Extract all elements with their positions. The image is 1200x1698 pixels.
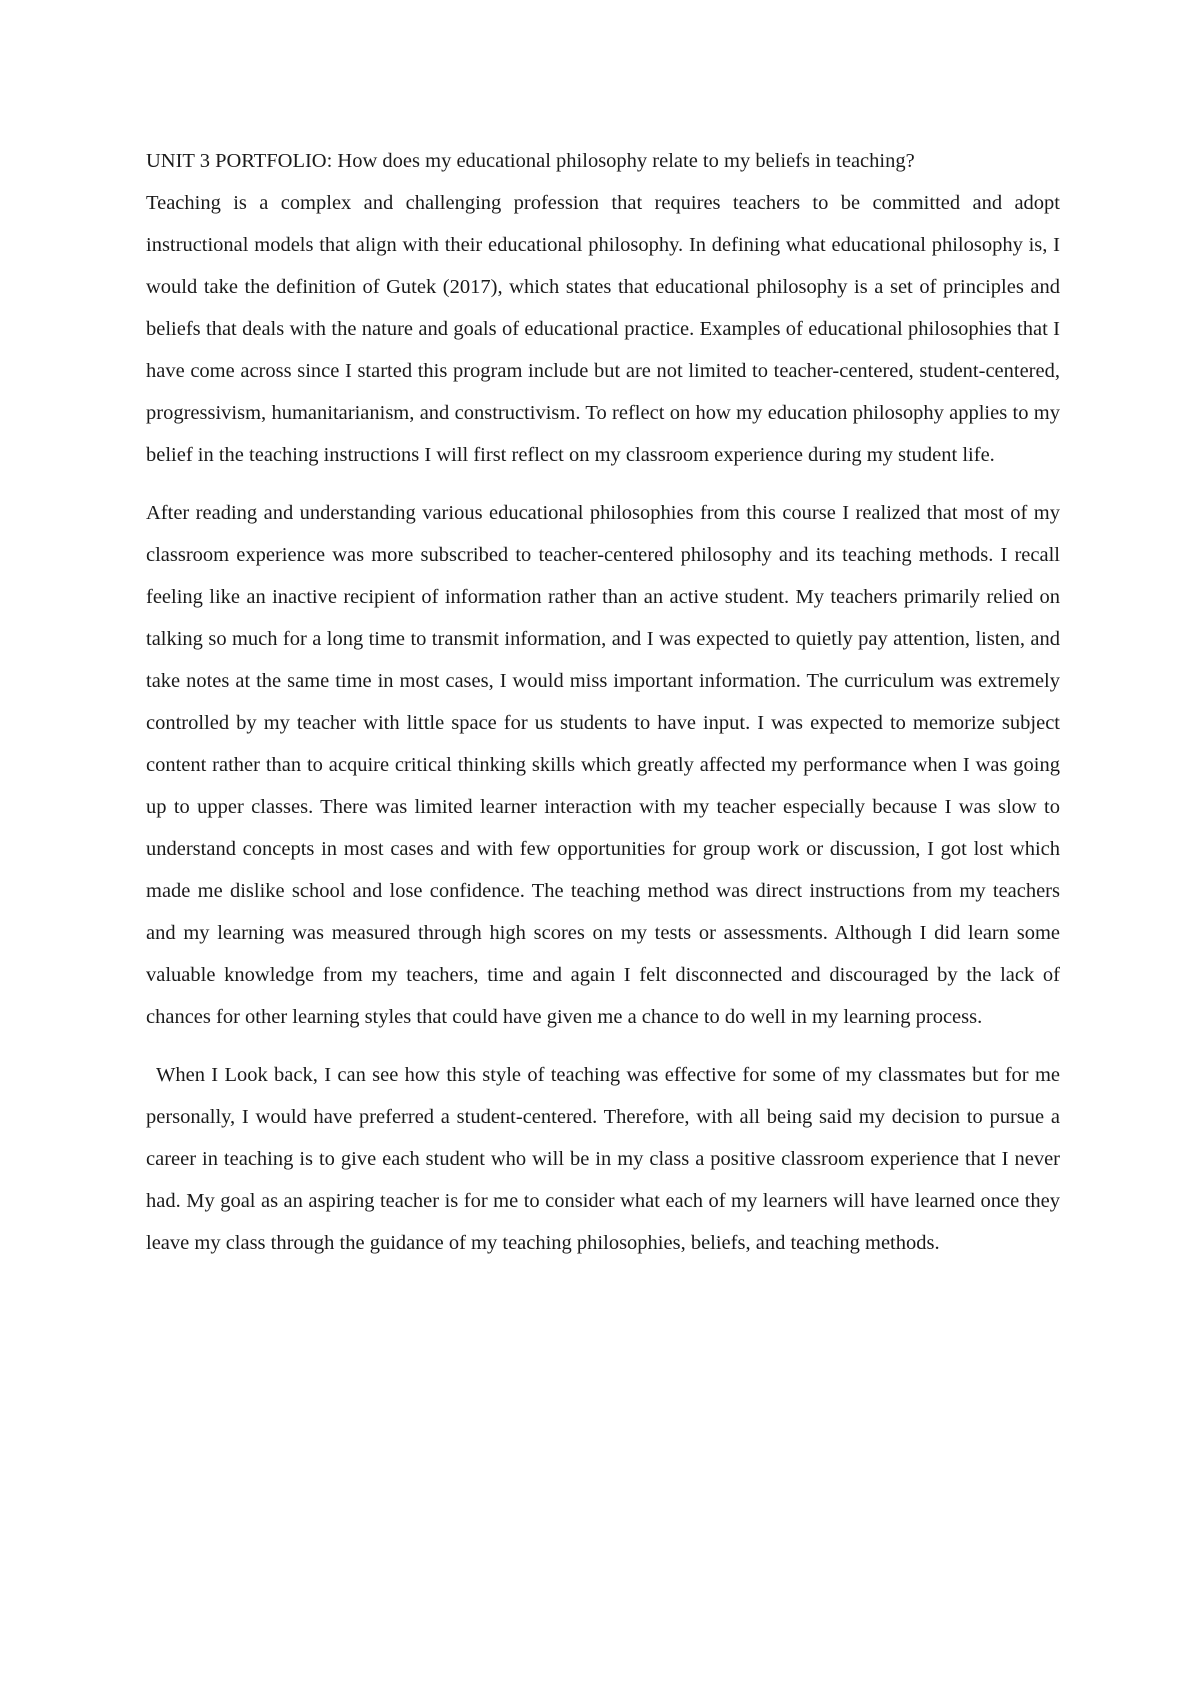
paragraph-introduction: Teaching is a complex and challenging profession that requires teachers to be committed and adopt instructional models that align with their educational philosophy. In defining what educational philosophy is, I would take the definition of Gutek (2017), which states that educational philosophy is a set of principles and beliefs that deals with the nature and goals of educational practice. Examples of educational philosophies that I have come across since I started this program include but are not limited to teacher-centered, student-centered, progressivism, humanitarianism, and constructivism. To reflect on how my education philosophy applies to my belief in the teaching instructions I will first reflect on my classroom experience during my student life. — [146, 192, 1060, 466]
paragraph-classroom-experience: After reading and understanding various educational philosophies from this course I realized that most of my classroom experience was more subscribed to teacher-centered philosophy and its teaching methods. I recall feeling like an inactive recipient of information rather than an active student. My teachers primarily relied on talking so much for a long time to transmit information, and I was expected to quietly pay attention, listen, and take notes at the same time in most cases, I would miss important information. The curriculum was extremely controlled by my teacher with little space for us students to have input. I was expected to memorize subject content rather than to acquire critical thinking skills which greatly affected my performance when I was going up to upper classes. There was limited learner interaction with my teacher especially because I was slow to understand concepts in most cases and with few opportunities for group work or discussion, I got lost which made me dislike school and lose confidence. The teaching method was direct instructions from my teachers and my learning was measured through high scores on my tests or assessments. Although I did learn some valuable knowledge from my teachers, time and again I felt disconnected and discouraged by the lack of chances for other learning styles that could have given me a chance to do well in my learning process. — [146, 502, 1060, 1028]
document-body — [146, 140, 1060, 1264]
paragraph-conclusion: When I Look back, I can see how this style of teaching was effective for some of my classmates but for me personally, I would have preferred a student-centered. Therefore, with all being said my decision to pursue a career in teaching is to give each student who will be in my class a positive classroom experience that I never had. My goal as an aspiring teacher is for me to consider what each of my learners will have learned once they leave my class through the guidance of my teaching philosophies, beliefs, and teaching methods. — [146, 1064, 1060, 1254]
document-title: UNIT 3 PORTFOLIO: How does my educational philosophy relate to my beliefs in teaching? — [146, 150, 915, 172]
